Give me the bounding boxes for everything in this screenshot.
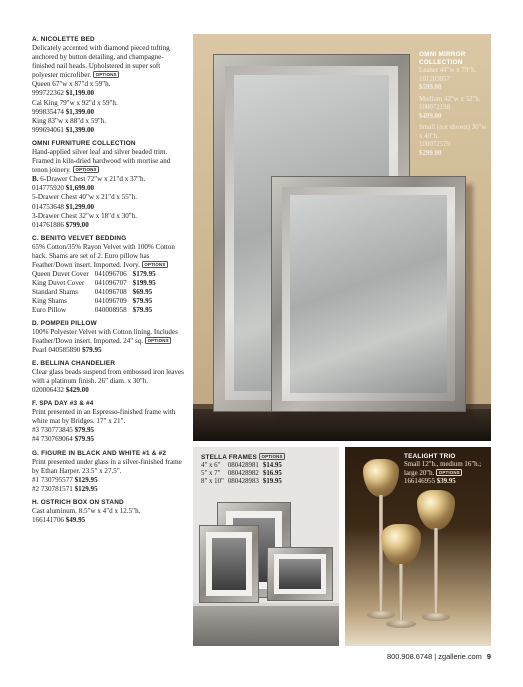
stella-price-table (201, 462, 286, 487)
stella-frames-caption (201, 453, 331, 487)
price: $79.95 (132, 305, 153, 314)
sku: 041096708 (94, 287, 127, 296)
sku: 730781571 (40, 484, 73, 493)
price: $179.95 (132, 270, 156, 279)
price: $79.95 (74, 426, 95, 435)
sku: 041096707 (94, 278, 127, 287)
tealight-holder-image (381, 524, 421, 566)
bellina-chandelier-description: Clear glass beads suspend from embossed iron leaves with a platinum finish. 26" diam. x 30"h. (32, 367, 184, 385)
shelf (193, 606, 339, 646)
price: $49.95 (65, 516, 86, 524)
price: $19.95 (262, 478, 282, 486)
omni-furniture-heading: OMNI FURNITURE COLLECTION (32, 139, 136, 147)
price: $499.00 (419, 112, 442, 120)
sku: 100072198 (419, 104, 451, 111)
spa-day-description: Print presented in an Espresso-finished frame with white mat by Bridges. 17" x 21". (32, 408, 176, 426)
mirror-glass (290, 195, 447, 393)
price: $16.95 (262, 470, 282, 478)
sku: 040008958 (94, 305, 127, 314)
pompeii-pillow-description: 100% Polyester Velvet with Cotton lining. Includes Feather/Down insert. Imported. 24" sq. (32, 327, 178, 345)
chest-size: 6-Drawer Chest 72"w x 21"d x 37"h. (40, 175, 146, 184)
bedding-name: King Shams (32, 296, 67, 305)
mirror-size: Leaner 44"w x 79"h. (419, 67, 477, 74)
sku: 041096706 (94, 270, 127, 279)
mirror-size: Medium 42"w x 52"h. (419, 95, 481, 103)
table-row (201, 478, 286, 486)
page-footer (387, 652, 491, 661)
figure-bw-entry (32, 450, 184, 494)
sku: 014753648 (32, 202, 64, 211)
options-badge: OPTIONS (259, 453, 285, 460)
price: $1,199.00 (65, 89, 95, 98)
sku: 014761886 (32, 220, 64, 229)
sku: 999694061 (32, 125, 64, 134)
ostrich-box-description: Cast aluminum. 8.5"w x 4"d x 12.5"h. (32, 506, 141, 515)
frame-size: 8" x 10" (201, 478, 224, 486)
sku: 730769064 (40, 435, 73, 444)
nicolette-bed-size: King 83"w x 88"d x 59"h. (32, 116, 107, 125)
page-number: 9 (486, 652, 491, 661)
bellina-chandelier-entry (32, 360, 184, 395)
nicolette-bed-heading: A. NICOLETTE BED (32, 36, 95, 43)
bedding-price-table (32, 270, 162, 315)
sku: 166141706 (32, 516, 64, 524)
print-number: #2 (32, 484, 40, 493)
tealight-holder-image (417, 490, 455, 530)
sku: 080428981 (227, 461, 259, 469)
omni-furniture-entry (32, 140, 184, 230)
nicolette-bed-description: Delicately accented with diamond pieced tufting anchored by button detailing, and champagne-finished nail heads. Upholstered in super soft polyester microfiber. (32, 44, 170, 80)
footer-separator: | (434, 652, 437, 661)
bedding-name: King Duvet Cover (32, 278, 85, 287)
print-number: #1 (32, 475, 40, 484)
sku: 080428982 (227, 470, 259, 478)
pompeii-pillow-heading: D. POMPEII PILLOW (32, 319, 97, 327)
options-badge: OPTIONS (73, 166, 99, 173)
price: $599.00 (419, 84, 442, 91)
options-badge: OPTIONS (436, 469, 462, 476)
frame-size: 5" x 7" (201, 470, 221, 478)
spa-day-entry (32, 400, 184, 444)
table-row (201, 470, 286, 478)
sku: 020006432 (32, 386, 64, 395)
price: $799.00 (65, 220, 89, 229)
sku: 040585890 (48, 345, 81, 354)
tealight-trio-heading: TEALIGHT TRIO (404, 453, 456, 460)
chest-size: 5-Drawer Chest 40"w x 21"d x 55"h. (32, 193, 138, 202)
pillow-color: Pearl (32, 345, 47, 354)
product-listing-column (32, 36, 184, 530)
benito-bedding-description: 65% Cotton/35% Rayon Velvet with 100% Cotton back. Shams are set of 2. Euro pillow has Feather/Down insert. Imported. Ivory. (32, 242, 175, 269)
price: $129.95 (74, 484, 98, 493)
table-row (32, 306, 162, 315)
price: $39.95 (436, 478, 456, 486)
figure-bw-description: Print presented under glass in a silver-finished frame by Ethan Harper. 23.5" x 27.5". (32, 457, 182, 475)
price: $429.00 (65, 386, 89, 395)
price: $69.95 (132, 287, 153, 296)
price: $299.00 (419, 149, 442, 157)
item-letter: B. (32, 175, 39, 184)
ostrich-box-heading: H. OSTRICH BOX ON STAND (32, 498, 124, 506)
pompeii-pillow-entry (32, 320, 184, 355)
price: $1,699.00 (65, 184, 95, 193)
price: $1,299.00 (65, 202, 95, 211)
website-link[interactable]: zgallerie.com (438, 652, 482, 661)
options-badge: OPTIONS (142, 261, 168, 268)
benito-bedding-heading: C. BENITO VELVET BEDDING (32, 234, 127, 242)
medium-mirror-image (271, 176, 466, 412)
table-row (32, 270, 162, 279)
price: $79.95 (74, 435, 95, 444)
sku: 080428983 (227, 478, 259, 486)
table-row (32, 288, 162, 297)
ostrich-box-entry (32, 499, 184, 525)
small-photo-frame-image (267, 547, 333, 601)
tealight-holder-image (363, 459, 399, 497)
sku: 730773845 (40, 426, 73, 435)
print-number: #4 (32, 435, 40, 444)
price: $79.95 (132, 296, 153, 305)
bedding-name: Standard Shams (32, 287, 78, 296)
sku: 041096709 (94, 296, 127, 305)
price: $14.95 (262, 461, 282, 469)
sku: 101203057 (419, 75, 451, 83)
bedding-name: Euro Pillow (32, 305, 67, 314)
sku: 999835474 (32, 107, 64, 116)
sku: 999722362 (32, 89, 64, 98)
sku: 100072579 (419, 141, 451, 148)
bellina-chandelier-heading: E. BELLINA CHANDELIER (32, 359, 116, 367)
stella-frames-heading: STELLA FRAMES (201, 453, 257, 461)
price: $1,399.00 (65, 125, 95, 134)
price: $1,399.00 (65, 107, 95, 116)
nicolette-bed-size: Queen 67"w x 87"d x 59"h. (32, 80, 111, 89)
omni-mirror-caption (419, 51, 491, 158)
print-number: #3 (32, 426, 40, 435)
omni-furniture-description: Hand-applied silver leaf and silver beaded trim. Framed in kiln-dried hardwood with mortise and tenon joinery. (32, 147, 171, 175)
sku: 014775920 (32, 184, 64, 193)
frame-size: 4" x 6" (201, 461, 221, 469)
spa-day-heading: F. SPA DAY #3 & #4 (32, 400, 94, 408)
price: $199.95 (132, 278, 156, 287)
nicolette-bed-entry (32, 36, 184, 135)
table-row (201, 462, 286, 470)
mirror-size: Small (not shown) 30"w x 40"h. (419, 124, 487, 140)
omni-mirror-heading: OMNI MIRROR COLLECTION (419, 51, 466, 66)
price: $79.95 (82, 345, 102, 354)
options-badge: OPTIONS (145, 337, 171, 344)
bedding-name: Queen Duvet Cover (32, 270, 89, 279)
price: $129.95 (74, 475, 98, 484)
table-row (32, 279, 162, 288)
medium-photo-frame-image (199, 525, 259, 603)
figure-bw-heading: G. FIGURE IN BLACK AND WHITE #1 & #2 (32, 449, 167, 457)
chest-size: 3-Drawer Chest 32"w x 18"d x 30"h. (32, 211, 138, 220)
sku: 730795577 (40, 475, 73, 484)
nicolette-bed-size: Cal King 79"w x 92"d x 59"h. (32, 98, 118, 107)
table-row (32, 297, 162, 306)
tealight-trio-caption (404, 453, 488, 487)
phone-number: 800.908.6748 (387, 652, 433, 661)
options-badge: OPTIONS (93, 71, 119, 78)
benito-bedding-entry (32, 235, 184, 315)
tealight-trio-description: Small 12"h., medium 16"h.; large 20"h. (404, 461, 482, 478)
sku: 166146955 (404, 478, 436, 486)
